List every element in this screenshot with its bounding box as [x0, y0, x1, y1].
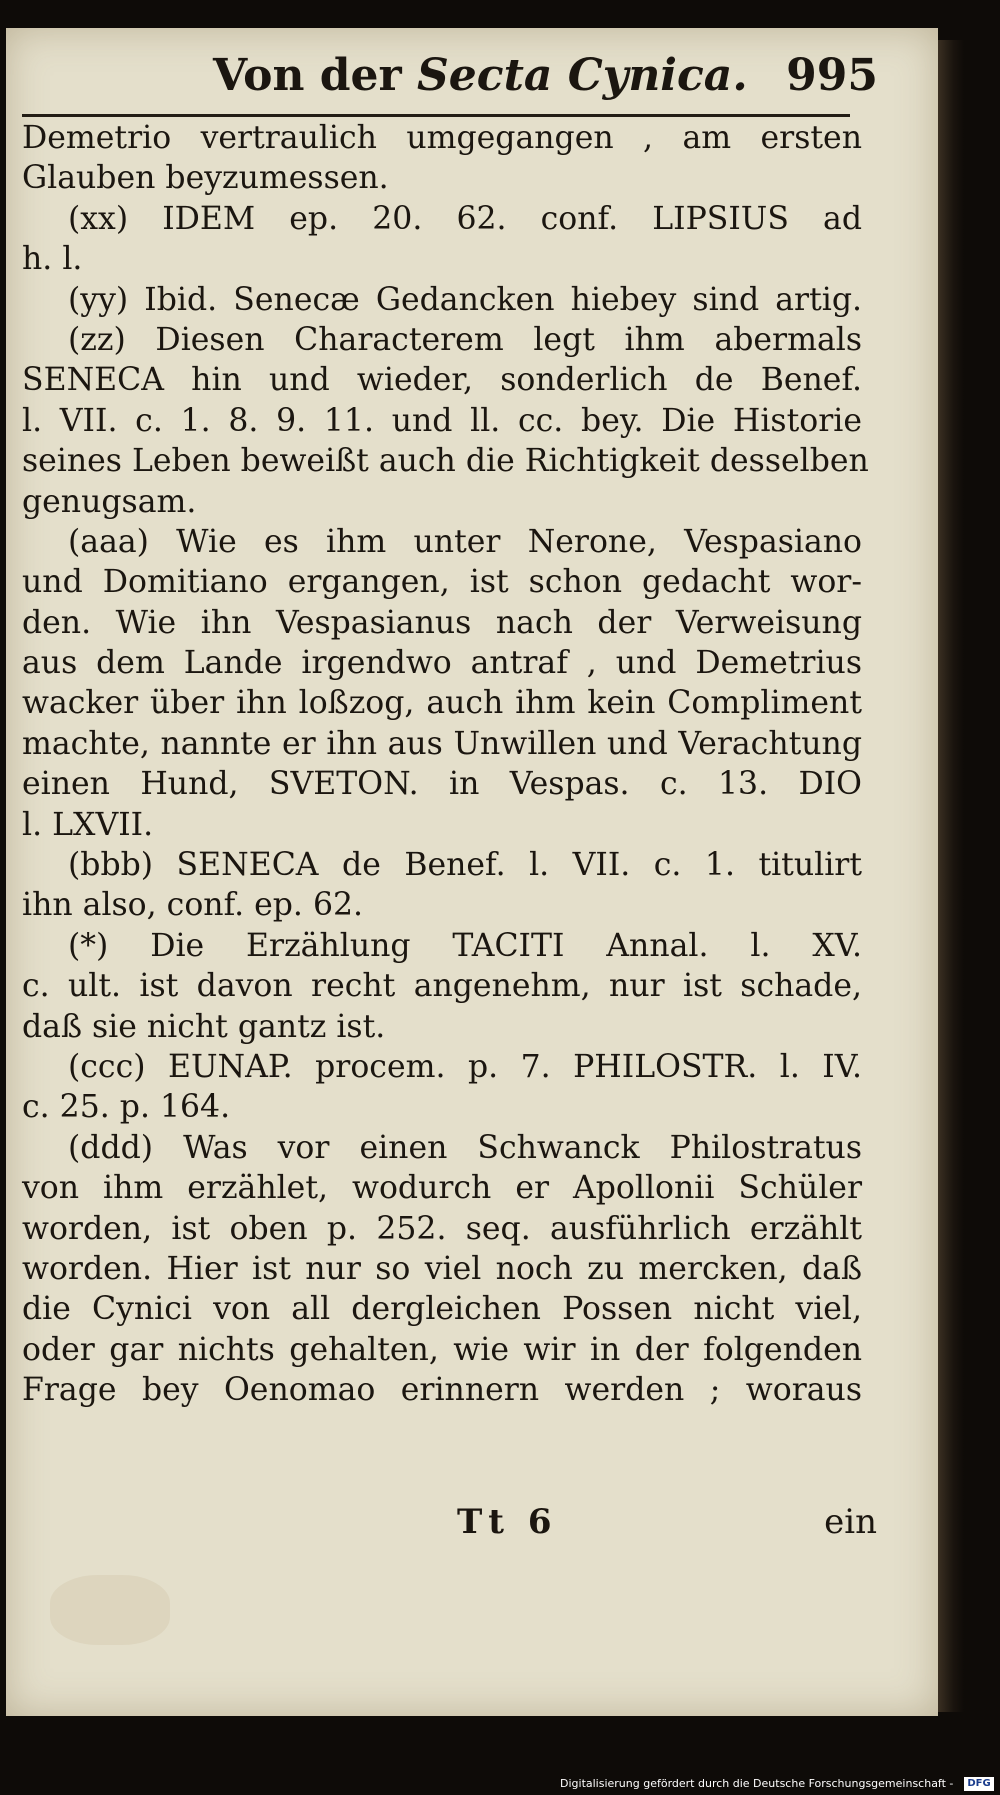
text-line: l. VII. c. 1. 8. 9. 11. und ll. cc. bey. Die Historie: [22, 402, 862, 439]
text-line: h. l.: [22, 241, 83, 278]
text-line: Frage bey Oenomao erinnern werden ; woraus: [22, 1372, 862, 1409]
text-line: worden, ist oben p. 252. seq. ausführlich erzählt: [22, 1210, 862, 1247]
text-line: (zz) Diesen Characterem legt ihm abermals: [68, 321, 862, 358]
text-line: von ihm erzählet, wodurch er Apollonii Schüler: [22, 1170, 862, 1207]
text-line: l. LXVII.: [22, 806, 154, 843]
ink-bleed-through: [50, 1575, 170, 1645]
text-line: und Domitiano ergangen, ist schon gedacht wor-: [22, 564, 862, 601]
dfg-logo: DFG: [964, 1777, 994, 1791]
running-title: [213, 50, 748, 101]
text-line: die Cynici von all dergleichen Possen nicht viel,: [22, 1291, 862, 1328]
digitization-credit: Digitalisierung gefördert durch die Deutsche Forschungsgemeinschaft -: [560, 1777, 954, 1790]
text-line: c. ult. ist davon recht angenehm, nur ist schade,: [22, 968, 862, 1005]
text-line: (ddd) Was vor einen Schwanck Philostratus: [68, 1129, 862, 1166]
text-line: wacker über ihn loßzog, auch ihm kein Compliment: [22, 685, 862, 722]
text-line: einen Hund, SVETON. in Vespas. c. 13. DIO: [22, 766, 862, 803]
text-line: worden. Hier ist nur so viel noch zu mercken, daß: [22, 1250, 862, 1287]
page-footer: [22, 1502, 877, 1546]
text-line: c. 25. p. 164.: [22, 1089, 231, 1126]
text-line: genugsam.: [22, 483, 197, 520]
text-line: (aaa) Wie es ihm unter Nerone, Vespasiano: [68, 523, 862, 560]
text-line: aus dem Lande irgendwo antraf , und Demetrius: [22, 645, 862, 682]
running-header: [28, 50, 903, 112]
text-line: ihn also, conf. ep. 62.: [22, 887, 364, 924]
text-line: (yy) Ibid. Senecæ Gedancken hiebey sind artig.: [68, 281, 862, 318]
running-title-italic: Secta Cynica.: [417, 50, 748, 101]
text-line: seines Leben beweißt auch die Richtigkeit desselben: [22, 443, 869, 480]
signature-mark: Tt 6: [457, 1502, 558, 1542]
catchword: ein: [824, 1502, 877, 1542]
footnote-text-block: [22, 118, 869, 1411]
text-line: den. Wie ihn Vespasianus nach der Verweisung: [22, 604, 862, 641]
text-line: daß sie nicht gantz ist.: [22, 1008, 386, 1045]
text-line: Demetrio vertraulich umgegangen , am ersten: [22, 120, 862, 156]
text-line: machte, nannte er ihn aus Unwillen und Verachtung: [22, 725, 862, 762]
text-line: (xx) IDEM ep. 20. 62. conf. LIPSIUS ad: [68, 200, 862, 237]
text-line: (bbb) SENECA de Benef. l. VII. c. 1. titulirt: [68, 847, 862, 884]
text-line: (*) Die Erzählung TACITI Annal. l. XV.: [68, 927, 862, 964]
header-rule: [22, 114, 850, 117]
page-edge: [938, 40, 964, 1712]
page-number: 995: [786, 50, 878, 101]
text-line: Glauben beyzumessen.: [22, 160, 389, 197]
text-line: oder gar nichts gehalten, wie wir in der folgenden: [22, 1331, 862, 1368]
text-line: SENECA hin und wieder, sonderlich de Benef.: [22, 362, 862, 399]
running-title-prefix: Von der: [213, 50, 418, 101]
text-line: (ccc) EUNAP. procem. p. 7. PHILOSTR. l. IV.: [68, 1048, 862, 1085]
